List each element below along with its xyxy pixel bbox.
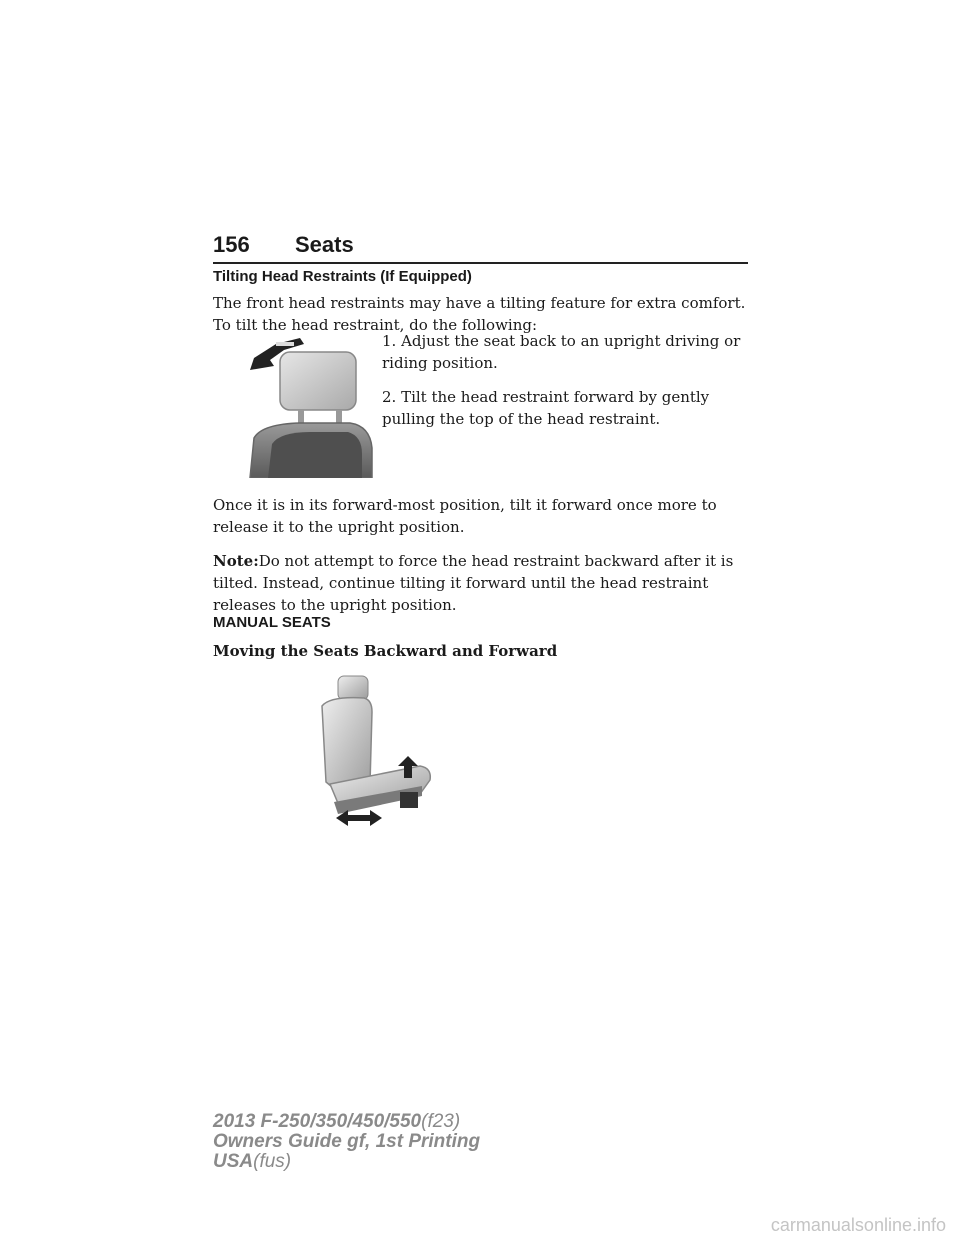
footer-line-1: [213, 1112, 480, 1132]
footer-line-3: [213, 1152, 480, 1172]
tilting-intro: The front head restraints may have a tilting feature for extra comfort. To tilt the head restraint, do the following:: [213, 294, 746, 334]
note-label: Note:: [213, 552, 259, 570]
page-number: 156: [213, 232, 250, 257]
footer-market: USA: [213, 1151, 254, 1172]
tilting-heading: Tilting Head Restraints (If Equipped): [213, 268, 472, 285]
step-1: 1. Adjust the seat back to an upright driving or riding position.: [382, 332, 741, 372]
manual-seat-illustration: [300, 672, 440, 832]
page-header: [213, 226, 748, 264]
note-paragraph: [213, 550, 753, 616]
manual-seats-heading: MANUAL SEATS: [213, 614, 331, 631]
moving-seats-subheading: Moving the Seats Backward and Forward: [213, 642, 558, 660]
footer-line-2: Owners Guide gf, 1st Printing: [213, 1131, 481, 1152]
footer: [213, 1112, 480, 1172]
footer-model-code: (f23): [421, 1111, 461, 1132]
step-2: 2. Tilt the head restraint forward by gently pulling the top of the head restraint.: [382, 388, 710, 428]
head-restraint-illustration: [240, 328, 375, 478]
note-text: Do not attempt to force the head restraint backward after it is tilted. Instead, continue tilting it forward until the head restraint releases to the upright position.: [213, 552, 734, 614]
footer-market-code: (fus): [253, 1151, 292, 1172]
release-paragraph: Once it is in its forward-most position, tilt it forward once more to release it to the upright position.: [213, 496, 717, 536]
section-title: Seats: [295, 232, 354, 257]
watermark: carmanualsonline.info: [770, 1215, 946, 1235]
footer-model: 2013 F-250/350/450/550: [213, 1111, 422, 1132]
